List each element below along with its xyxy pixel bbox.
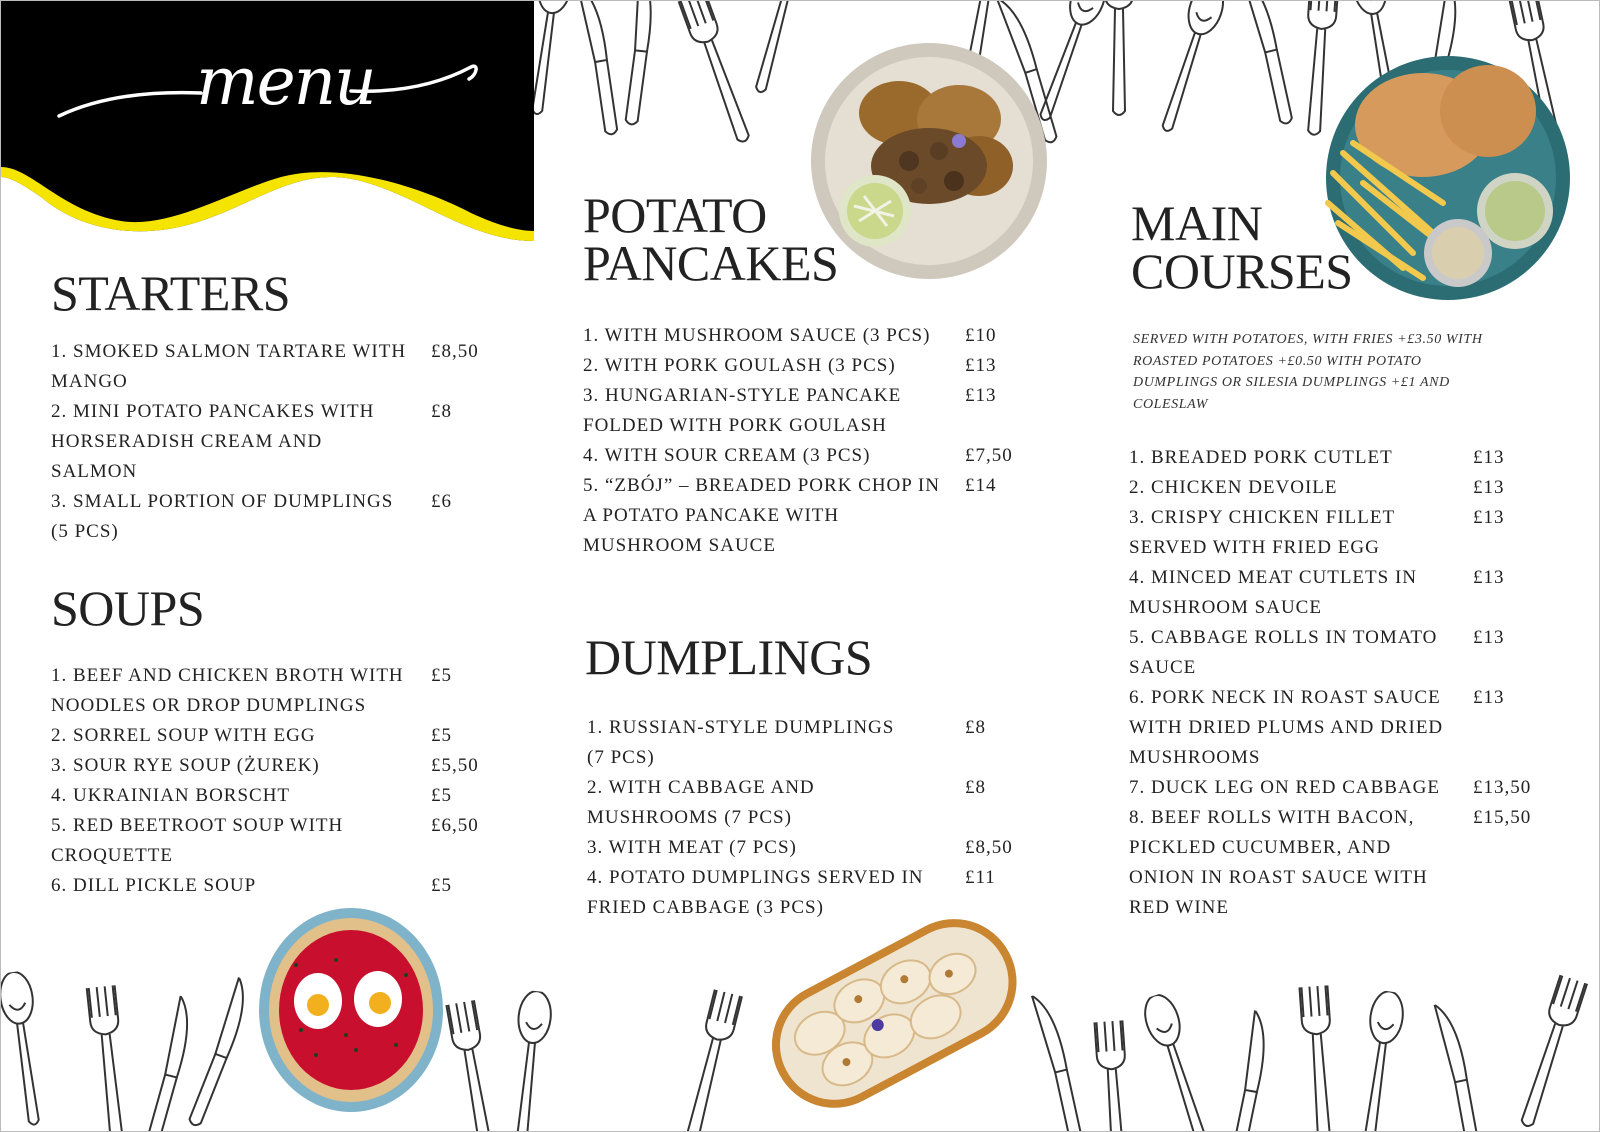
fork-icon [1101, 0, 1141, 121]
item-name: 4. POTATO DUMPLINGS SERVED IN FRIED CABBAGE (3 PCS) [587, 867, 924, 918]
item-name: 3. HUNGARIAN-STYLE PANCAKE FOLDED WITH PORK GOULASH [583, 385, 902, 436]
knife-icon [1217, 1009, 1284, 1132]
item-price: £5 [431, 725, 452, 746]
fork-icon [672, 989, 750, 1132]
menu-item [51, 337, 491, 397]
fork-icon [1090, 1020, 1141, 1132]
item-price: £13 [1473, 477, 1505, 498]
menu-item [51, 871, 491, 901]
starters-title: STARTERS [51, 265, 291, 321]
item-price: £13 [1473, 447, 1505, 468]
potato-pancakes-list [583, 321, 1023, 561]
item-price: £13 [965, 385, 997, 406]
soups-list [51, 661, 491, 901]
item-name: 6. PORK NECK IN ROAST SAUCE WITH DRIED PLUMS AND DRIED MUSHROOMS [1129, 687, 1444, 768]
item-price: £8 [431, 401, 452, 422]
item-price: £13 [1473, 627, 1505, 648]
menu-item [587, 833, 1027, 863]
item-name: 2. WITH CABBAGE AND MUSHROOMS (7 PCS) [587, 777, 815, 828]
item-name: 4. MINCED MEAT CUTLETS IN MUSHROOM SAUCE [1129, 567, 1418, 618]
potato-pancakes-title [583, 187, 839, 291]
item-price: £13 [1473, 687, 1505, 708]
item-price: £7,50 [965, 445, 1013, 466]
menu-item [51, 661, 491, 721]
item-price: £10 [965, 325, 997, 346]
main-courses-list [1129, 443, 1569, 923]
potato-pancakes-photo [809, 41, 1049, 281]
knife-icon [1425, 999, 1497, 1132]
item-name: 5. “ZBÓJ” – BREADED PORK CHOP IN A POTATO PANCAKE WITH MUSHROOM SAUCE [583, 475, 940, 556]
item-name: 2. CHICKEN DEVOILE [1129, 477, 1338, 498]
item-name: 1. BREADED PORK CUTLET [1129, 447, 1393, 468]
main-courses-title [1131, 195, 1353, 299]
header-wave-banner [1, 1, 534, 251]
item-name: 1. WITH MUSHROOM SAUCE (3 PCS) [583, 325, 931, 346]
menu-item [587, 773, 1027, 833]
item-price: £13 [1473, 507, 1505, 528]
item-name: 2. WITH PORK GOULASH (3 PCS) [583, 355, 896, 376]
spoon-icon [0, 969, 57, 1132]
fork-icon [1507, 974, 1594, 1132]
sides-note: SERVED WITH POTATOES, WITH FRIES +£3.50 WITH ROASTED POTATOES +£0.50 WITH POTATO DUMPLINGS OR SILESIA DUMPLINGS +£1 AND COLESLAW [1133, 332, 1483, 412]
item-price: £8 [965, 717, 986, 738]
item-name: 3. SOUR RYE SOUP (ŻUREK) [51, 755, 320, 776]
menu-header [1, 1, 534, 251]
fork-icon [83, 984, 140, 1132]
menu-item [1129, 473, 1569, 503]
item-price: £8 [965, 777, 986, 798]
menu-item [583, 471, 1023, 561]
item-name: 2. SORREL SOUP WITH EGG [51, 725, 316, 746]
item-name: 3. CRISPY CHICKEN FILLET SERVED WITH FRIED EGG [1129, 507, 1395, 558]
item-name: 7. DUCK LEG ON RED CABBAGE [1129, 777, 1440, 798]
item-name: 5. RED BEETROOT SOUP WITH CROQUETTE [51, 815, 344, 866]
title-line: POTATO [583, 187, 767, 243]
item-price: £5 [431, 875, 452, 896]
menu-item [51, 721, 491, 751]
menu-item [1129, 683, 1569, 773]
item-name: 8. BEEF ROLLS WITH BACON, PICKLED CUCUMBER, AND ONION IN ROAST SAUCE WITH RED WINE [1129, 807, 1428, 918]
menu-item [1129, 563, 1569, 623]
menu-item [1129, 503, 1569, 563]
soups-title: SOUPS [51, 580, 205, 636]
fork-icon [442, 999, 509, 1132]
item-price: £14 [965, 475, 997, 496]
menu-item [1129, 443, 1569, 473]
item-price: £13 [1473, 567, 1505, 588]
item-name: 4. UKRAINIAN BORSCHT [51, 785, 291, 806]
item-price: £8,50 [965, 837, 1013, 858]
item-price: £5,50 [431, 755, 479, 776]
menu-item [51, 487, 491, 547]
item-price: £5 [431, 785, 452, 806]
menu-item [51, 397, 491, 487]
dumplings-photo [749, 906, 1039, 1121]
item-price: £6,50 [431, 815, 479, 836]
item-name: 1. SMOKED SALMON TARTARE WITH MANGO [51, 341, 407, 392]
item-name: 2. MINI POTATO PANCAKES WITH HORSERADISH CREAM AND SALMON [51, 401, 375, 482]
menu-item [583, 321, 1023, 351]
item-price: £15,50 [1473, 807, 1532, 828]
starters-list [51, 337, 491, 547]
item-price: £11 [965, 867, 996, 888]
title-line: COURSES [1131, 243, 1353, 299]
menu-item [1129, 803, 1569, 923]
item-price: £5 [431, 665, 452, 686]
item-price: £8,50 [431, 341, 479, 362]
menu-item [51, 811, 491, 871]
dumplings-title: DUMPLINGS [585, 629, 873, 685]
spoon-icon [1147, 0, 1234, 143]
title-line: MAIN [1131, 195, 1263, 251]
item-name: 5. CABBAGE ROLLS IN TOMATO SAUCE [1129, 627, 1438, 678]
fork-icon [1295, 985, 1346, 1132]
item-name: 6. DILL PICKLE SOUP [51, 875, 257, 896]
main-course-photo [1323, 53, 1573, 303]
spoon-icon [1350, 989, 1412, 1132]
item-name: 4. WITH SOUR CREAM (3 PCS) [583, 445, 871, 466]
menu-item [1129, 773, 1569, 803]
item-price: £6 [431, 491, 452, 512]
menu-item [51, 781, 491, 811]
item-name: 3. SMALL PORTION OF DUMPLINGS (5 PCS) [51, 491, 394, 542]
menu-item [583, 441, 1023, 471]
menu-item [1129, 623, 1569, 683]
spoon-icon [1137, 989, 1224, 1132]
dumplings-list [587, 713, 1027, 923]
menu-item [583, 381, 1023, 441]
item-name: 3. WITH MEAT (7 PCS) [587, 837, 797, 858]
knife-icon [613, 0, 670, 133]
spoon-icon [503, 989, 560, 1132]
menu-item [587, 713, 1027, 773]
item-price: £13 [965, 355, 997, 376]
title-line: PANCAKES [583, 235, 839, 291]
soup-photo [256, 905, 446, 1115]
menu-item [51, 751, 491, 781]
item-name: 1. RUSSIAN-STYLE DUMPLINGS (7 PCS) [587, 717, 895, 768]
item-price: £13,50 [1473, 777, 1532, 798]
menu-item [583, 351, 1023, 381]
item-name: 1. BEEF AND CHICKEN BROTH WITH NOODLES OR DROP DUMPLINGS [51, 665, 404, 716]
menu-script-title: menu [196, 43, 375, 120]
